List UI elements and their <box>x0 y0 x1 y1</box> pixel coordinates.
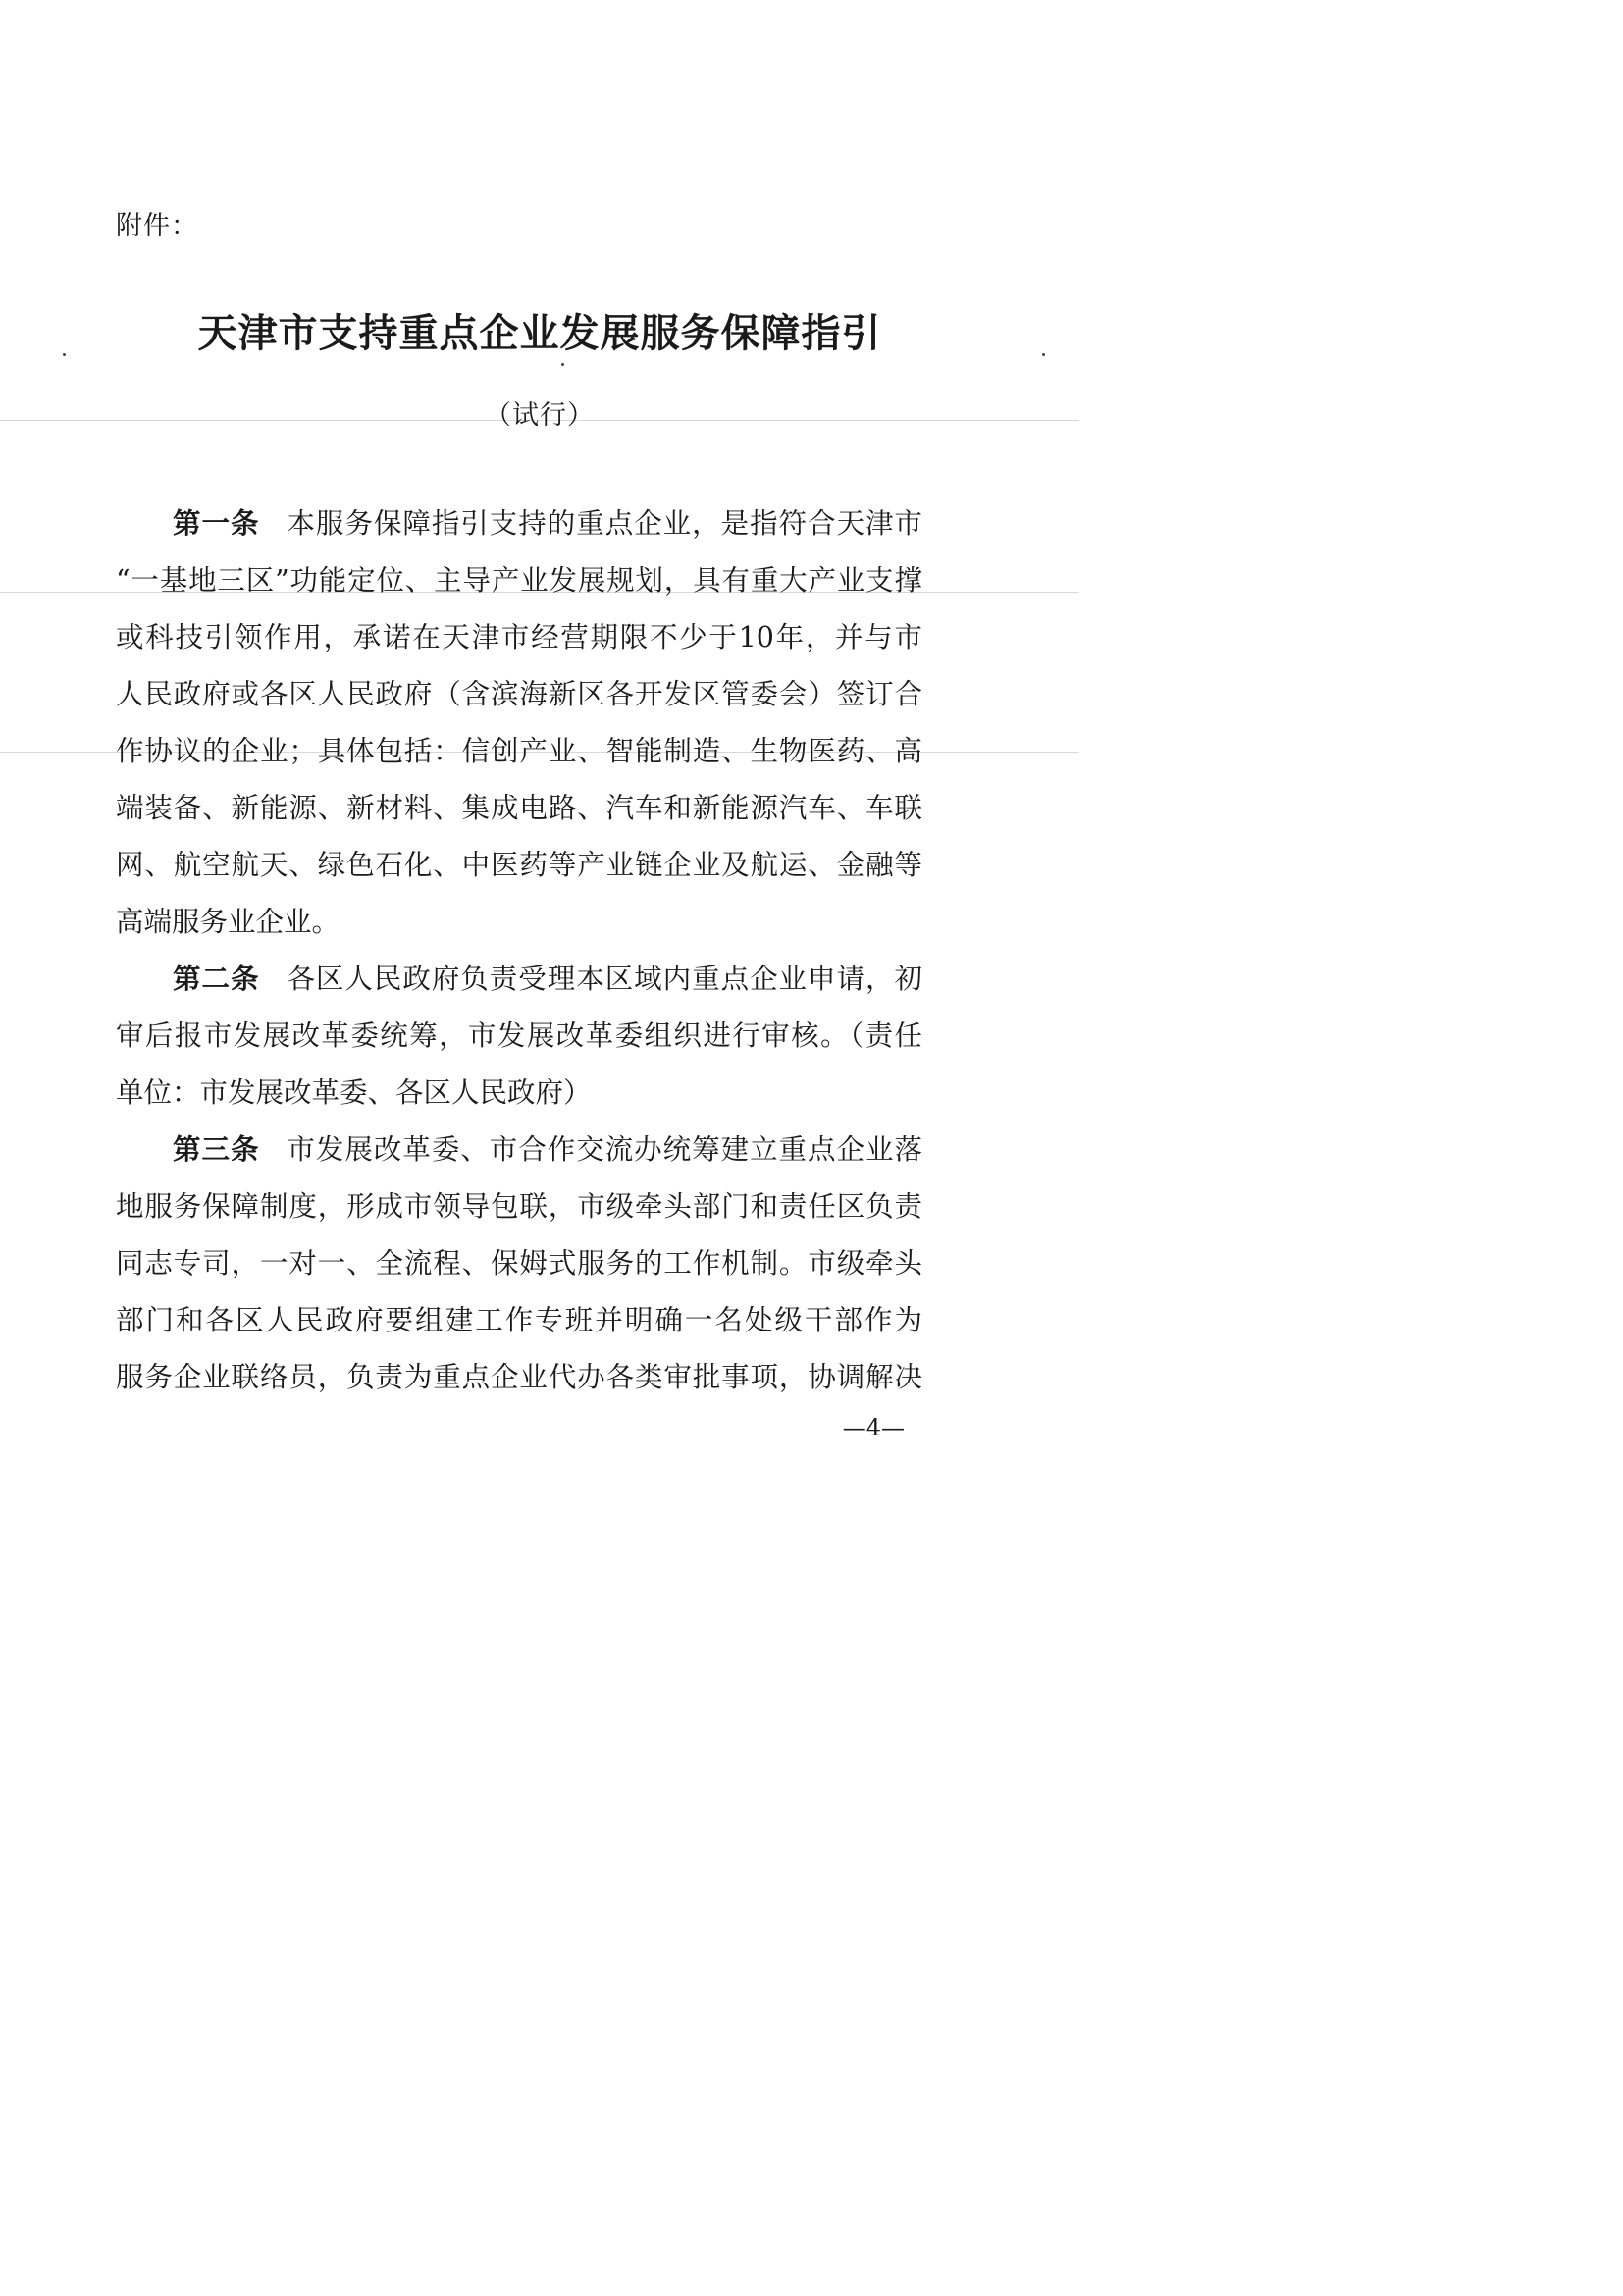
page-number: —4— <box>842 1414 905 1441</box>
article-label: 第二条 <box>173 963 260 995</box>
article-text-line: “一基地三区”功能定位、主导产业发展规划，具有重大产业支撑 <box>116 564 922 597</box>
article-text-line: 地服务保障制度，形成市领导包联，市级牵头部门和责任区负责 <box>116 1190 922 1223</box>
article-text-line: 或科技引领作用，承诺在天津市经营期限不少于10年，并与市 <box>116 621 922 653</box>
article-text-line: 作协议的企业；具体包括：信创产业、智能制造、生物医药、高 <box>116 735 922 767</box>
scan-artifact-dot <box>561 363 564 366</box>
article-text-line: 服务企业联络员，负责为重点企业代办各类审批事项，协调解决 <box>116 1361 922 1393</box>
article-text: 本服务保障指引支持的重点企业，是指符合天津市 <box>287 507 922 540</box>
article-text-line: 网、航空航天、绿色石化、中医药等产业链企业及航运、金融等 <box>116 849 922 881</box>
article-3-first-line <box>116 1122 922 1178</box>
article-2-first-line <box>116 951 922 1008</box>
document-subtitle: （试行） <box>485 400 595 431</box>
article-text-line: 审后报市发展改革委统筹，市发展改革委组织进行审核。（责任 <box>116 1019 922 1052</box>
article-text-line: 同志专司，一对一、全流程、保姆式服务的工作机制。市级牵头 <box>116 1247 922 1279</box>
document-page <box>0 0 1079 1531</box>
article-text-line: 端装备、新能源、新材料、集成电路、汽车和新能源汽车、车联 <box>116 792 922 824</box>
document-title: 天津市支持重点企业发展服务保障指引 <box>197 311 882 356</box>
article-text-line: 部门和各区人民政府要组建工作专班并明确一名处级干部作为 <box>116 1304 922 1336</box>
article-label: 第一条 <box>173 507 260 540</box>
article-text-line: 高端服务业企业。 <box>116 906 340 938</box>
article-text-line: 人民政府或各区人民政府（含滨海新区各开发区管委会）签订合 <box>116 678 922 710</box>
article-1-first-line <box>116 496 922 552</box>
article-label: 第三条 <box>173 1133 260 1166</box>
document-body <box>116 496 922 1406</box>
article-text: 各区人民政府负责受理本区域内重点企业申请，初 <box>287 963 922 995</box>
article-text: 市发展改革委、市合作交流办统筹建立重点企业落 <box>287 1133 922 1166</box>
article-text-line: 单位：市发展改革委、各区人民政府） <box>116 1076 592 1109</box>
attachment-label: 附件： <box>116 211 198 241</box>
